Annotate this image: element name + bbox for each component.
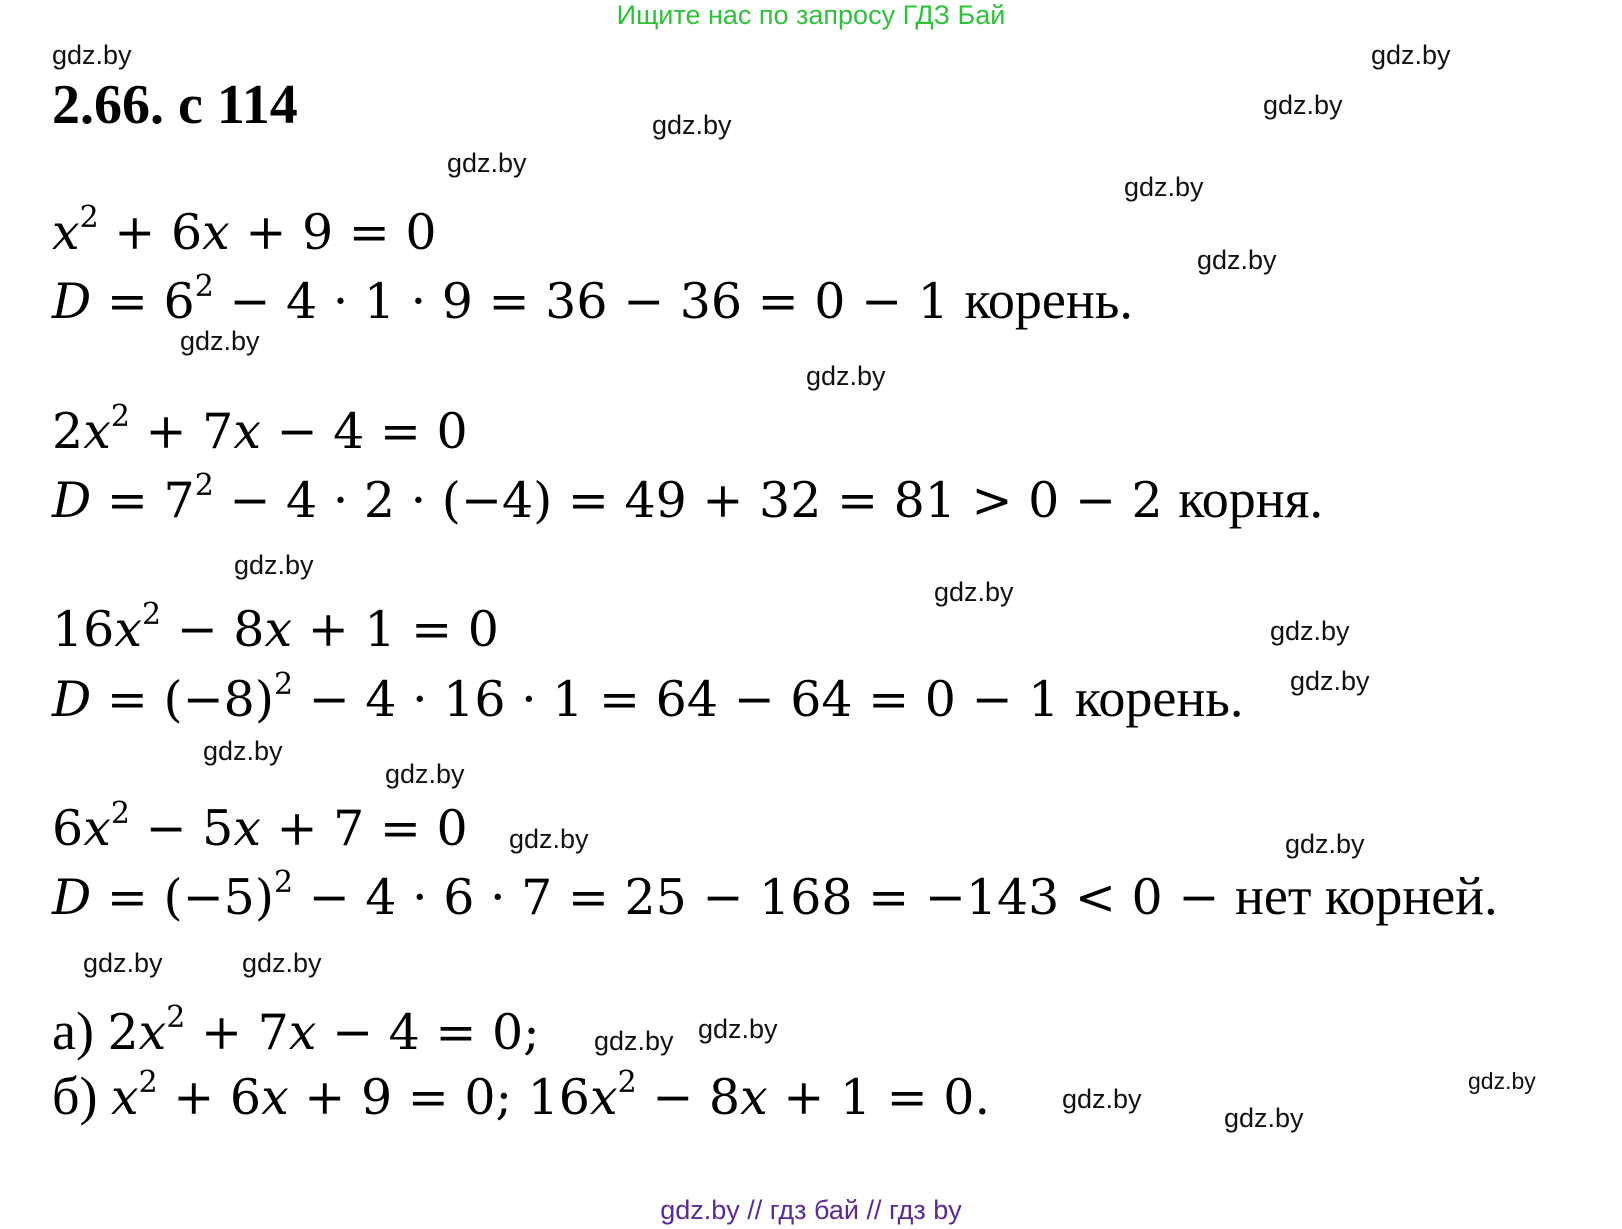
watermark: gdz.by — [1124, 172, 1204, 202]
watermark: gdz.by — [1062, 1084, 1142, 1114]
watermark: gdz.by — [1270, 616, 1350, 646]
watermark: gdz.by — [1224, 1103, 1304, 1133]
watermark: gdz.by — [83, 948, 163, 978]
watermark: gdz.by — [1290, 666, 1370, 696]
watermark: gdz.by — [1468, 1068, 1536, 1094]
equation-1: $x^2 + 6x + 9 = 0$ — [52, 200, 437, 261]
watermark: gdz.by — [652, 110, 732, 140]
discriminant-4: $D = (-5)^2 - 4 \cdot 6 \cdot 7 = 25 - 168 = -143 < 0$ − нет корней. — [52, 865, 1498, 926]
watermark: gdz.by — [1285, 829, 1365, 859]
watermark: gdz.by — [509, 824, 589, 854]
answer-a: а) $2x^2 + 7x - 4 = 0$; — [52, 1000, 540, 1061]
discriminant-3: $D = (-8)^2 - 4 \cdot 16 \cdot 1 = 64 - 64 = 0 - 1$ корень. — [52, 667, 1244, 728]
watermark: gdz.by — [806, 361, 886, 391]
watermark: gdz.by — [1371, 40, 1451, 70]
watermark: gdz.by — [203, 736, 283, 766]
equation-4: $6x^2 - 5x + 7 = 0$ — [52, 796, 468, 857]
equation-2: $2x^2 + 7x - 4 = 0$ — [52, 399, 468, 460]
discriminant-1: $D = 6^2 - 4 \cdot 1 \cdot 9 = 36 - 36 = 0 - 1$ корень. — [52, 269, 1133, 330]
exercise-title: 2.66. с 114 — [52, 74, 298, 136]
discriminant-2: $D = 7^2 - 4 \cdot 2 \cdot (-4) = 49 + 32 = 81 > 0 - 2$ корня. — [52, 468, 1324, 529]
watermark: gdz.by — [1263, 90, 1343, 120]
watermark: gdz.by — [52, 40, 132, 70]
watermark: gdz.by — [385, 759, 465, 789]
answer-b: б) $x^2 + 6x + 9 = 0$; $16x^2 - 8x + 1 = 0$. — [52, 1065, 991, 1126]
watermark: gdz.by — [242, 948, 322, 978]
footer-links: gdz.by // гдз бай // гдз by — [660, 1195, 962, 1225]
watermark: gdz.by — [1197, 245, 1277, 275]
watermark: gdz.by — [698, 1014, 778, 1044]
watermark: gdz.by — [594, 1026, 674, 1056]
watermark: gdz.by — [234, 550, 314, 580]
watermark: gdz.by — [447, 148, 527, 178]
equation-3: $16x^2 - 8x + 1 = 0$ — [52, 597, 499, 658]
search-banner: Ищите нас по запросу ГДЗ Бай — [616, 0, 1006, 30]
watermark: gdz.by — [934, 577, 1014, 607]
watermark: gdz.by — [180, 326, 260, 356]
